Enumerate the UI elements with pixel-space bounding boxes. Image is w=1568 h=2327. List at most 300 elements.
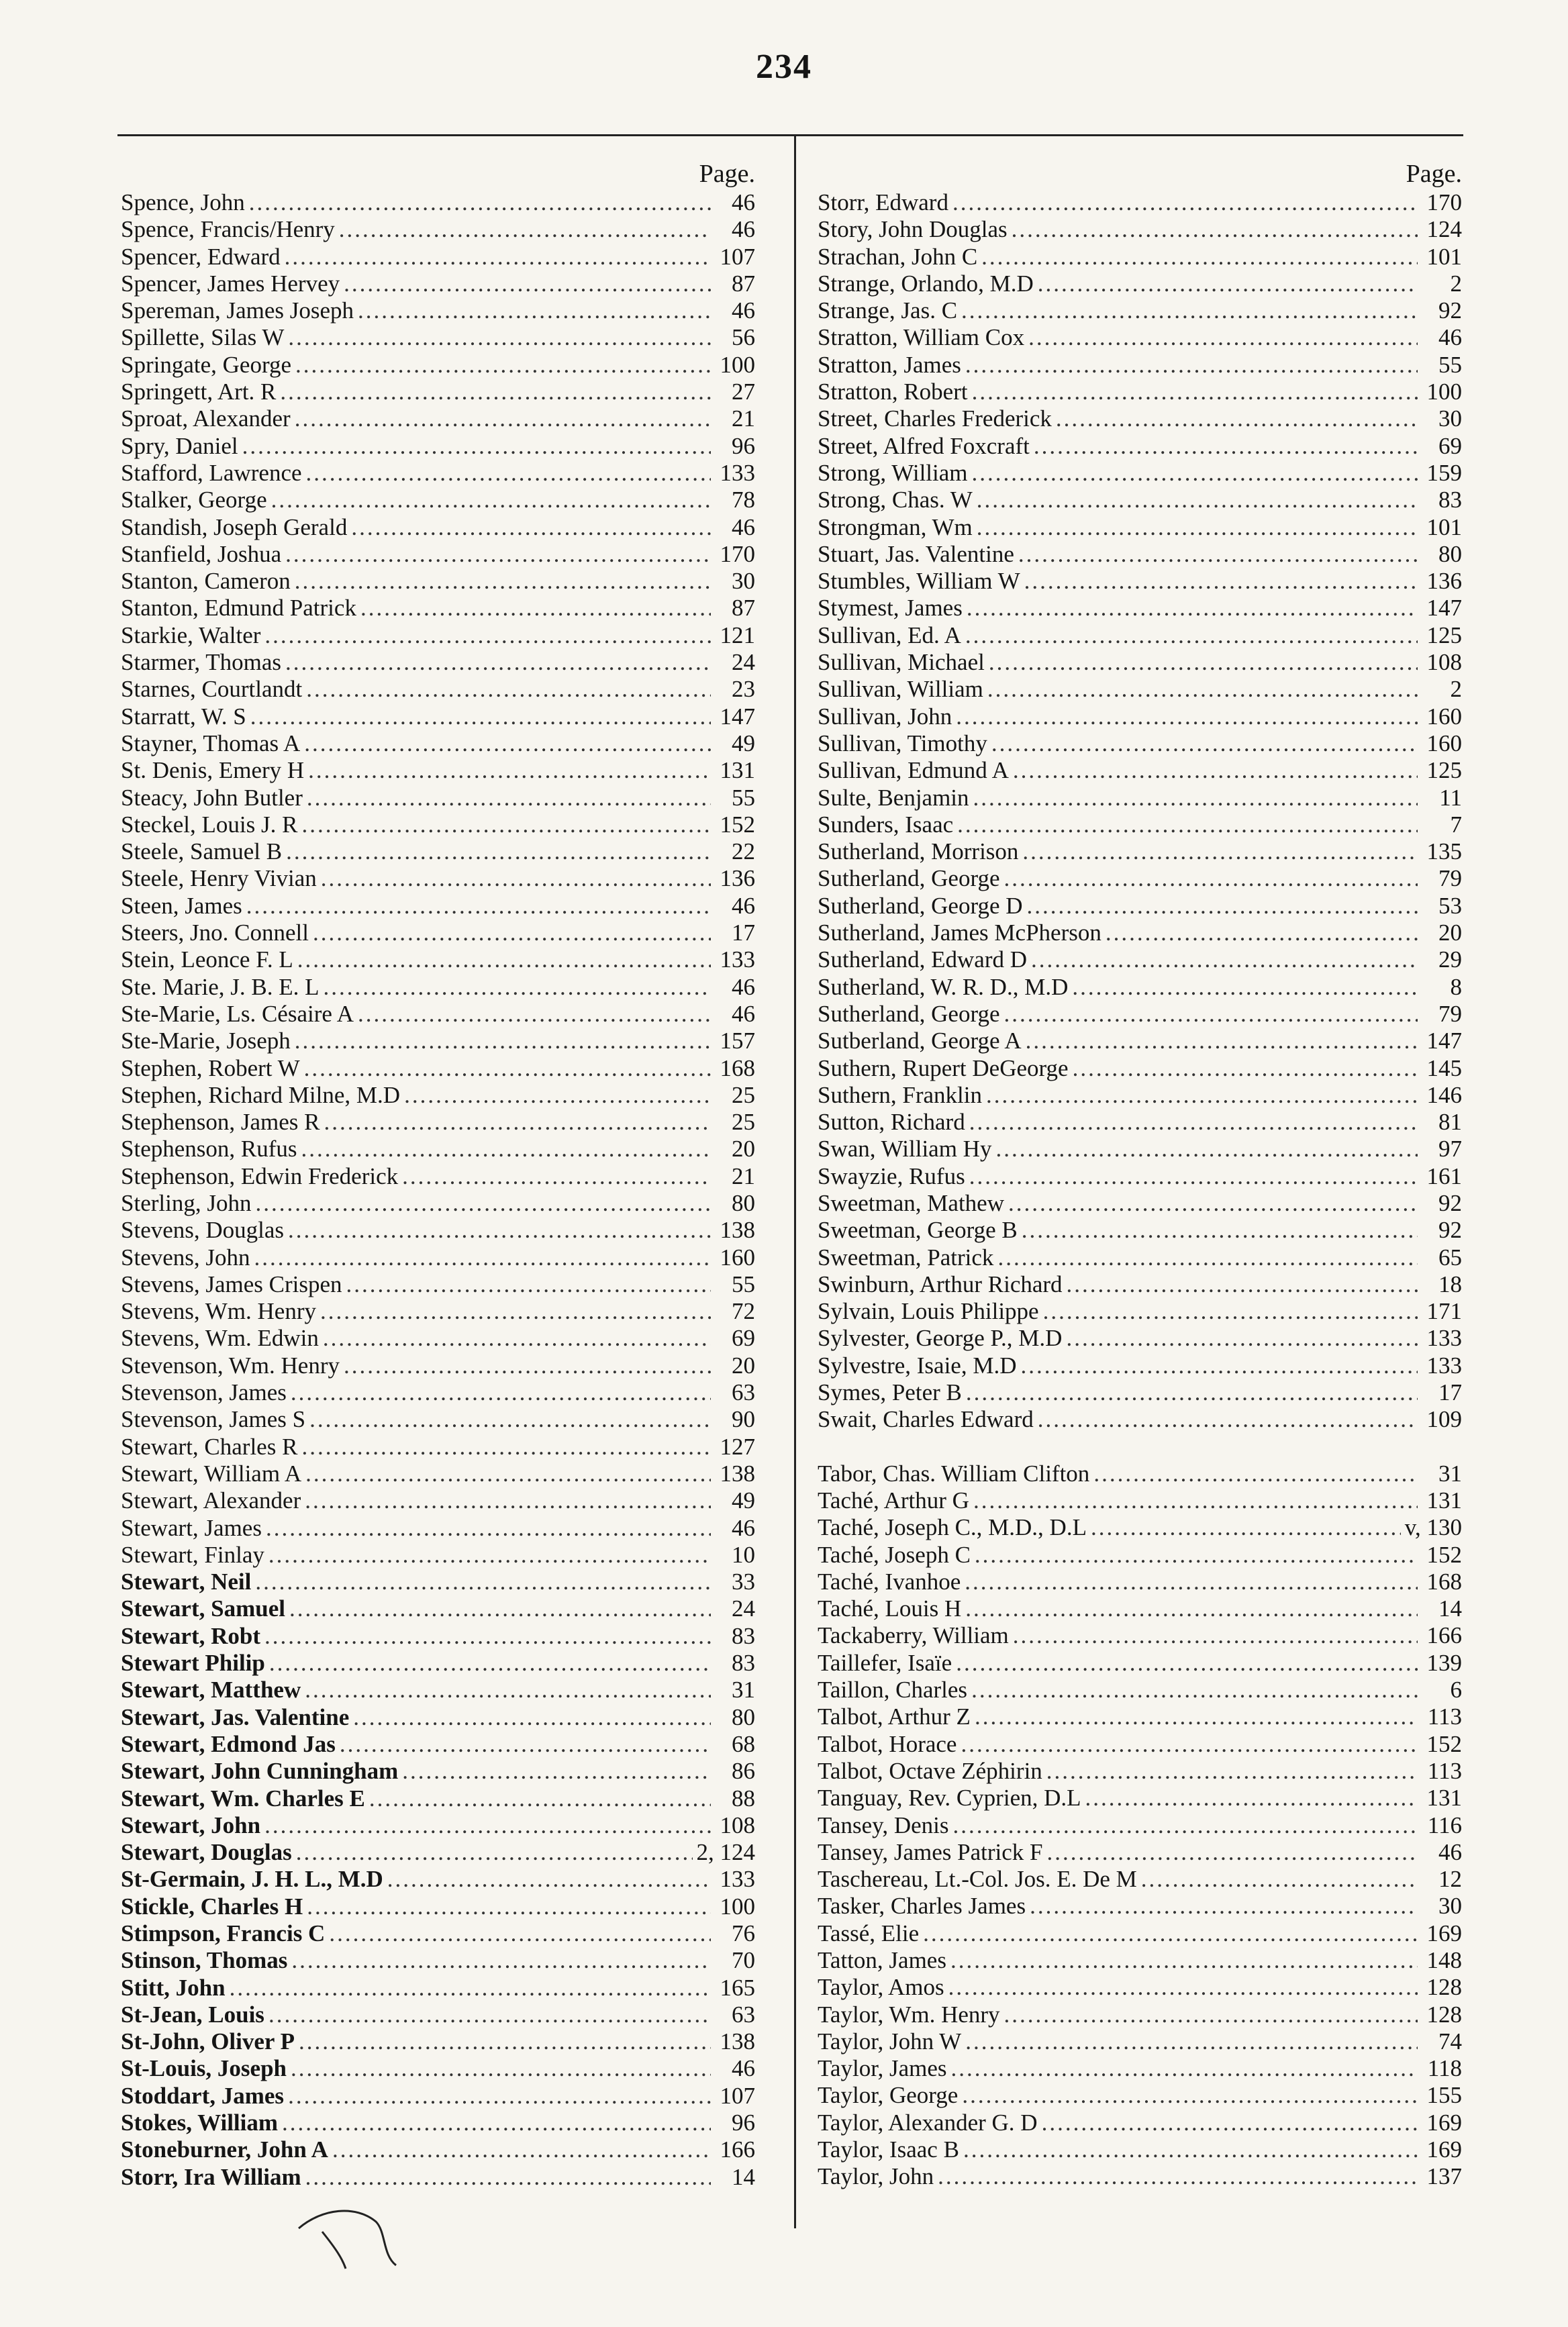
index-entry — [121, 1758, 755, 1785]
entry-page: 29 — [1438, 946, 1462, 973]
index-entry — [121, 2001, 755, 2028]
entry-name: Street, Alfred Foxcraft — [818, 432, 1030, 459]
entry-page: 108 — [720, 1812, 755, 1838]
entry-page: 81 — [1438, 1109, 1462, 1136]
entry-name: Stafford, Lawrence — [121, 459, 302, 486]
index-entry — [818, 974, 1462, 1001]
leader-dots — [264, 622, 711, 649]
entry-name: Sutherland, W. R. D., M.D — [818, 973, 1069, 1000]
index-entry — [121, 1785, 755, 1812]
entry-page: 90 — [732, 1406, 755, 1433]
leader-dots — [965, 1595, 1418, 1622]
entry-page: 20 — [732, 1352, 755, 1379]
entry-page: 131 — [1426, 1487, 1462, 1514]
entry-page: 12 — [1438, 1866, 1462, 1893]
entry-name: Starratt, W. S — [121, 703, 246, 730]
entry-name: Talbot, Octave Zéphirin — [818, 1757, 1042, 1784]
index-entry — [818, 1352, 1462, 1379]
entry-name: Taché, Ivanhoe — [818, 1568, 961, 1595]
index-entry — [121, 730, 755, 757]
leader-dots — [973, 1487, 1418, 1514]
entry-name: Stuart, Jas. Valentine — [818, 540, 1014, 567]
entry-name: Stewart, Douglas — [121, 1839, 292, 1866]
index-entry — [818, 2028, 1462, 2055]
entry-page: 63 — [732, 2001, 755, 2028]
entry-name: Stephenson, Rufus — [121, 1136, 297, 1162]
entry-page: 46 — [732, 216, 755, 243]
entry-page: 100 — [720, 351, 755, 378]
leader-dots — [306, 676, 711, 703]
leader-dots — [344, 270, 711, 297]
leader-dots — [1013, 757, 1418, 784]
header-rule — [117, 134, 1463, 136]
index-entry — [818, 1190, 1462, 1217]
index-entry — [818, 838, 1462, 865]
leader-dots — [230, 1975, 711, 2001]
leader-dots — [358, 297, 711, 324]
index-entry — [121, 1217, 755, 1244]
entry-name: Swinburn, Arthur Richard — [818, 1271, 1063, 1297]
index-entry — [121, 622, 755, 649]
entry-name: Sylvain, Louis Philippe — [818, 1298, 1039, 1325]
entry-page: 133 — [1426, 1352, 1462, 1379]
column-heading-right: Page. — [1406, 160, 1462, 188]
entry-name: Steckel, Louis J. R — [121, 811, 298, 838]
entry-name: Stitt, John — [121, 1974, 226, 2001]
entry-name: Spence, Francis/Henry — [121, 216, 335, 243]
leader-dots — [1056, 405, 1418, 432]
leader-dots — [950, 1947, 1418, 1974]
entry-page: 128 — [1426, 2001, 1462, 2028]
entry-page: 46 — [732, 189, 755, 215]
leader-dots — [1047, 1839, 1418, 1866]
entry-name: Spencer, James Hervey — [121, 270, 340, 297]
entry-name: Sylvester, George P., M.D — [818, 1325, 1063, 1352]
index-entry — [121, 270, 755, 297]
entry-page: 18 — [1438, 1271, 1462, 1297]
leader-dots — [268, 1542, 711, 1569]
entry-page: 11 — [1439, 784, 1462, 811]
leader-dots — [329, 1920, 711, 1947]
index-entry — [818, 1920, 1462, 1947]
entry-name: Storr, Edward — [818, 189, 948, 215]
entry-name: Taylor, Amos — [818, 1974, 944, 2001]
leader-dots — [923, 1920, 1418, 1947]
entry-name: Suthern, Franklin — [818, 1081, 982, 1108]
entry-page: 160 — [1426, 730, 1462, 756]
index-entry — [121, 460, 755, 487]
entry-name: Stevenson, James — [121, 1379, 287, 1406]
entry-page: 68 — [732, 1730, 755, 1757]
index-entry — [121, 352, 755, 379]
entry-page: 152 — [720, 811, 755, 838]
leader-dots — [973, 785, 1418, 811]
leader-dots — [981, 244, 1418, 270]
entry-page: 25 — [732, 1109, 755, 1136]
entry-name: Tansey, Denis — [818, 1812, 949, 1838]
leader-dots — [1093, 1460, 1418, 1487]
entry-name: Spencer, Edward — [121, 243, 281, 270]
entry-page: 161 — [1426, 1162, 1462, 1189]
leader-dots — [289, 1595, 711, 1622]
column-divider — [794, 134, 796, 2228]
leader-dots — [972, 460, 1418, 487]
leader-dots — [987, 676, 1418, 703]
entry-page: 27 — [732, 379, 755, 405]
leader-dots — [305, 1460, 711, 1487]
entry-name: Standish, Joseph Gerald — [121, 513, 348, 540]
leader-dots — [1038, 270, 1418, 297]
leader-dots — [268, 2001, 711, 2028]
entry-page: 169 — [1426, 1920, 1462, 1946]
entry-name: Stewart, Jas. Valentine — [121, 1703, 350, 1730]
index-entry — [121, 1460, 755, 1487]
entry-page: 46 — [732, 1514, 755, 1541]
leader-dots — [305, 1487, 711, 1514]
leader-dots — [264, 1623, 711, 1650]
leader-dots — [340, 1731, 711, 1758]
leader-dots — [997, 1244, 1418, 1271]
leader-dots — [299, 2028, 711, 2055]
entry-name: Stewart, Samuel — [121, 1595, 285, 1622]
leader-dots — [1038, 1406, 1418, 1433]
leader-dots — [269, 1650, 711, 1677]
entry-page: 109 — [1426, 1406, 1462, 1433]
index-entry — [121, 1650, 755, 1677]
entry-name: Sulte, Benjamin — [818, 784, 969, 811]
entry-name: Spence, John — [121, 189, 245, 215]
index-entry — [818, 244, 1462, 270]
entry-page: 152 — [1426, 1541, 1462, 1568]
leader-dots — [962, 2082, 1418, 2109]
index-entry — [818, 216, 1462, 243]
index-entry — [121, 541, 755, 568]
leader-dots — [301, 811, 711, 838]
entry-name: Stevens, Douglas — [121, 1217, 285, 1244]
entry-name: Stratton, William Cox — [818, 324, 1025, 351]
index-entry — [818, 1487, 1462, 1514]
entry-name: Stumbles, William W — [818, 568, 1020, 595]
entry-page: 83 — [1438, 487, 1462, 513]
leader-dots — [307, 785, 711, 811]
entry-page: 21 — [732, 1162, 755, 1189]
entry-name: Sylvestre, Isaie, M.D — [818, 1352, 1017, 1379]
index-entry — [818, 1163, 1462, 1190]
entry-name: Suthern, Rupert DeGeorge — [818, 1054, 1069, 1081]
entry-name: Strong, William — [818, 459, 968, 486]
entry-page: 146 — [1426, 1081, 1462, 1108]
leader-dots — [1004, 2001, 1418, 2028]
entry-name: Tassé, Elie — [818, 1920, 920, 1946]
entry-name: Sullivan, Timothy — [818, 730, 987, 756]
leader-dots — [1067, 1271, 1418, 1298]
leader-dots — [965, 622, 1418, 649]
index-entry — [818, 1028, 1462, 1054]
entry-name: Taylor, John W — [818, 2028, 962, 2054]
leader-dots — [1012, 216, 1418, 243]
index-entry — [121, 1082, 755, 1109]
leader-dots — [344, 1352, 711, 1379]
index-entry — [818, 1542, 1462, 1569]
leader-dots — [1022, 838, 1418, 865]
entry-name: Taylor, Alexander G. D — [818, 2109, 1038, 2136]
index-entry — [818, 1595, 1462, 1622]
leader-dots — [977, 514, 1418, 541]
entry-page: 121 — [720, 622, 755, 648]
leader-dots — [404, 1082, 711, 1109]
entry-name: Tansey, James Patrick F — [818, 1838, 1043, 1865]
entry-page: 20 — [1438, 920, 1462, 946]
entry-name: Tatton, James — [818, 1947, 946, 1973]
entry-name: Swayzie, Rufus — [818, 1162, 965, 1189]
entry-name: Stymest, James — [818, 595, 963, 622]
index-entry — [121, 1325, 755, 1352]
entry-name: Taylor, George — [818, 2082, 959, 2109]
index-entry — [818, 649, 1462, 676]
leader-dots — [1085, 1785, 1418, 1812]
entry-page: 21 — [732, 405, 755, 432]
entry-page: 133 — [720, 1866, 755, 1893]
entry-name: Stratton, Robert — [818, 379, 968, 405]
entry-name: Starnes, Courtlandt — [121, 676, 303, 703]
index-entry — [121, 2055, 755, 2082]
leader-dots — [285, 649, 711, 676]
entry-page: 108 — [1426, 649, 1462, 676]
leader-dots — [975, 1703, 1418, 1730]
leader-dots — [309, 1406, 711, 1433]
entry-page: 79 — [1438, 865, 1462, 892]
entry-page: 2, 124 — [696, 1839, 755, 1866]
entry-name: Talbot, Horace — [818, 1730, 957, 1757]
entry-page: 55 — [1438, 351, 1462, 378]
entry-page: 46 — [732, 2055, 755, 2082]
entry-name: Stoneburner, John A — [121, 2136, 328, 2163]
leader-dots — [971, 1677, 1418, 1703]
leader-dots — [956, 1650, 1418, 1677]
index-column-left — [121, 158, 755, 2191]
index-entry — [121, 1975, 755, 2001]
leader-dots — [254, 1244, 712, 1271]
entry-page: 87 — [732, 595, 755, 622]
index-entry — [818, 1001, 1462, 1028]
index-entry — [818, 514, 1462, 541]
leader-dots — [285, 541, 711, 568]
entry-page: 125 — [1426, 757, 1462, 784]
entry-name: St-John, Oliver P — [121, 2028, 295, 2055]
leader-dots — [956, 703, 1418, 730]
index-entry — [121, 1677, 755, 1703]
entry-name: Sullivan, Ed. A — [818, 622, 961, 648]
entry-list-right — [818, 189, 1462, 2191]
index-entry — [818, 1677, 1462, 1703]
entry-page: 136 — [1426, 568, 1462, 595]
entry-page: 20 — [732, 1136, 755, 1162]
leader-dots — [1020, 1352, 1418, 1379]
leader-dots — [991, 730, 1418, 757]
index-entry — [121, 1001, 755, 1028]
entry-name: Stein, Leonce F. L — [121, 946, 293, 973]
entry-name: Stratton, James — [818, 351, 961, 378]
index-entry — [818, 405, 1462, 432]
entry-page: 107 — [720, 243, 755, 270]
entry-page: 70 — [732, 1947, 755, 1974]
index-entry — [121, 1271, 755, 1298]
page-number: 234 — [756, 48, 812, 86]
index-entry — [121, 1623, 755, 1650]
index-entry — [818, 622, 1462, 649]
entry-page: 147 — [1426, 595, 1462, 622]
entry-name: Stewart, John Cunningham — [121, 1758, 399, 1785]
entry-page: 157 — [720, 1028, 755, 1054]
index-entry — [818, 324, 1462, 351]
entry-page: 131 — [720, 757, 755, 784]
leader-dots — [965, 1569, 1418, 1595]
index-entry — [121, 649, 755, 676]
entry-page: 168 — [720, 1054, 755, 1081]
entry-name: Sunders, Isaac — [818, 811, 954, 838]
leader-dots — [1073, 1055, 1418, 1082]
entry-page: 127 — [720, 1433, 755, 1460]
leader-dots — [1043, 1298, 1418, 1325]
index-entry — [818, 2055, 1462, 2082]
index-entry — [121, 946, 755, 973]
entry-page: 139 — [1426, 1649, 1462, 1676]
entry-page: 72 — [732, 1298, 755, 1325]
leader-dots — [1004, 1001, 1418, 1028]
entry-name: Street, Charles Frederick — [818, 405, 1052, 432]
entry-page: 31 — [732, 1677, 755, 1703]
index-entry — [121, 2028, 755, 2055]
leader-dots — [1024, 568, 1418, 595]
entry-name: Spereman, James Joseph — [121, 297, 354, 324]
entry-name: Starkie, Walter — [121, 622, 261, 648]
index-entry — [818, 1109, 1462, 1136]
entry-page: 133 — [720, 459, 755, 486]
entry-page: 83 — [732, 1650, 755, 1677]
entry-name: Stayner, Thomas A — [121, 730, 301, 756]
index-entry — [818, 1244, 1462, 1271]
index-entry — [818, 1731, 1462, 1758]
entry-page: 80 — [1438, 540, 1462, 567]
leader-dots — [977, 487, 1418, 513]
entry-name: Story, John Douglas — [818, 216, 1008, 243]
entry-page: 92 — [1438, 1189, 1462, 1216]
entry-page: 49 — [732, 730, 755, 756]
entry-page: 46 — [732, 1000, 755, 1027]
entry-name: Springate, George — [121, 351, 292, 378]
leader-dots — [308, 757, 711, 784]
entry-name: Symes, Peter B — [818, 1379, 962, 1406]
leader-dots — [358, 1001, 711, 1028]
entry-name: Steele, Henry Vivian — [121, 865, 317, 892]
entry-name: Stewart, James — [121, 1514, 262, 1541]
entry-name: Stevens, Wm. Henry — [121, 1298, 316, 1325]
entry-page: v, 130 — [1404, 1514, 1462, 1541]
leader-dots — [271, 487, 711, 513]
index-entry — [818, 920, 1462, 946]
leader-dots — [351, 514, 711, 541]
entry-page: 7 — [1450, 811, 1462, 838]
index-entry — [818, 2082, 1462, 2109]
index-entry — [121, 2136, 755, 2163]
entry-page: 152 — [1426, 1730, 1462, 1757]
entry-page: 160 — [1426, 703, 1462, 730]
leader-dots — [313, 920, 711, 946]
entry-page: 147 — [1426, 1028, 1462, 1054]
entry-name: Stephen, Robert W — [121, 1054, 300, 1081]
index-entry — [121, 568, 755, 595]
leader-dots — [965, 2028, 1418, 2055]
entry-page: 170 — [1426, 189, 1462, 215]
entry-name: Sutherland, George D — [818, 892, 1023, 919]
index-entry — [121, 974, 755, 1001]
index-entry — [818, 785, 1462, 811]
entry-name: Sutherland, George — [818, 865, 1000, 892]
leader-dots — [1106, 920, 1418, 946]
entry-name: Sutherland, George — [818, 1000, 1000, 1027]
index-entry — [818, 1379, 1462, 1406]
entry-name: Stephen, Richard Milne, M.D — [121, 1081, 401, 1108]
entry-page: 97 — [1438, 1136, 1462, 1162]
entry-name: Storr, Ira William — [121, 2163, 301, 2190]
index-entry — [121, 1163, 755, 1190]
entry-page: 22 — [732, 838, 755, 865]
index-entry — [818, 352, 1462, 379]
entry-page: 65 — [1438, 1244, 1462, 1271]
index-entry — [818, 189, 1462, 216]
entry-name: Strange, Jas. C — [818, 297, 958, 324]
index-entry — [121, 1947, 755, 1974]
index-entry — [121, 1434, 755, 1460]
leader-dots — [995, 1136, 1418, 1162]
index-entry — [121, 1352, 755, 1379]
leader-dots — [953, 1812, 1418, 1839]
entry-name: Stevenson, James S — [121, 1406, 306, 1433]
index-entry — [818, 676, 1462, 703]
index-entry — [818, 1298, 1462, 1325]
index-entry — [818, 1893, 1462, 1920]
leader-dots — [1028, 324, 1418, 351]
leader-dots — [963, 2136, 1418, 2163]
index-entry — [121, 244, 755, 270]
entry-name: Taillefer, Isaïe — [818, 1649, 952, 1676]
index-entry — [818, 1974, 1462, 2001]
index-entry — [818, 1622, 1462, 1649]
entry-name: Taylor, John — [818, 2163, 934, 2190]
entry-page: 169 — [1426, 2136, 1462, 2163]
leader-dots — [975, 1542, 1418, 1569]
leader-dots — [255, 1569, 711, 1595]
index-entry — [121, 405, 755, 432]
entry-page: 137 — [1426, 2163, 1462, 2190]
entry-page: 92 — [1438, 297, 1462, 324]
leader-dots — [288, 324, 711, 351]
entry-name: Swan, William Hy — [818, 1136, 992, 1162]
leader-dots — [297, 946, 711, 973]
entry-name: Taschereau, Lt.-Col. Jos. E. De M — [818, 1866, 1137, 1893]
index-entry — [121, 2164, 755, 2191]
leader-dots — [969, 1109, 1418, 1136]
leader-dots — [1026, 1028, 1418, 1054]
entry-name: Stoddart, James — [121, 2082, 285, 2109]
entry-page: 170 — [720, 540, 755, 567]
entry-page: 92 — [1438, 1217, 1462, 1244]
entry-page: 63 — [732, 1379, 755, 1406]
leader-dots — [306, 460, 711, 487]
entry-name: Stewart, William A — [121, 1460, 302, 1487]
entry-name: Ste-Marie, Joseph — [121, 1028, 291, 1054]
index-entry — [121, 838, 755, 865]
